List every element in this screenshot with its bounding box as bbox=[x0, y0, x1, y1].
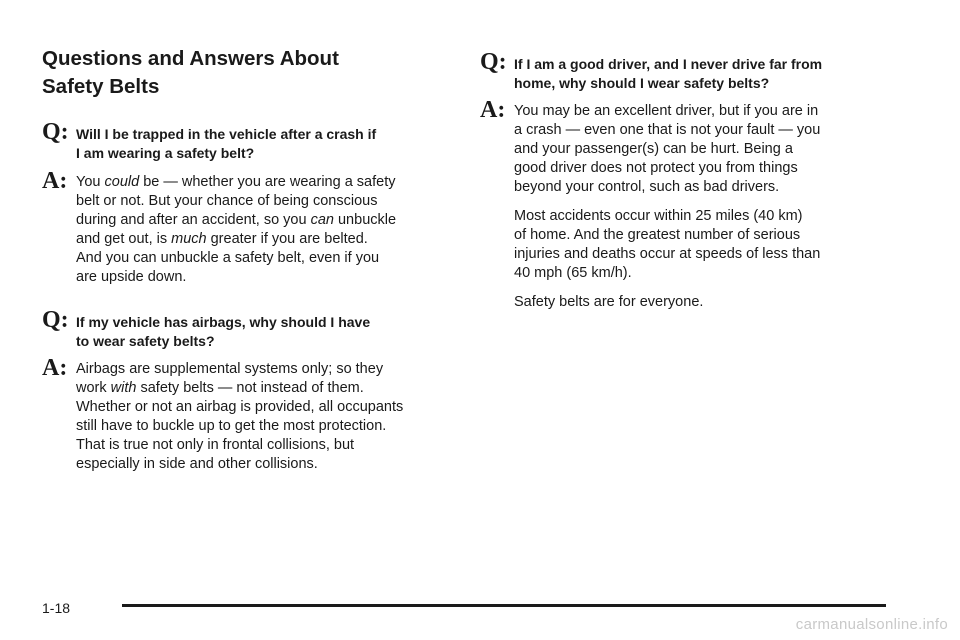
answer-label: A: bbox=[480, 97, 506, 123]
answer-paragraph-2 bbox=[514, 207, 894, 283]
question-line: If my vehicle has airbags, why should I have bbox=[76, 314, 371, 330]
question-line: Will I be trapped in the vehicle after a crash if bbox=[76, 126, 377, 142]
answer-line: Safety belts are for everyone. bbox=[514, 294, 704, 310]
answer-line: work with safety belts — not instead of them. bbox=[76, 380, 364, 396]
answer-paragraph-3 bbox=[514, 293, 894, 312]
question-text bbox=[514, 55, 894, 93]
answer-line: Whether or not an airbag is provided, all occupants bbox=[76, 399, 404, 415]
answer-text bbox=[76, 360, 456, 474]
title-line-1: Questions and Answers About bbox=[42, 47, 339, 70]
answer-line: You could be — whether you are wearing a safety bbox=[76, 174, 396, 190]
question-line: to wear safety belts? bbox=[76, 333, 215, 349]
answer-line: injuries and deaths occur at speeds of less than bbox=[514, 246, 821, 262]
footer-rule bbox=[122, 604, 886, 607]
answer-line: of home. And the greatest number of serious bbox=[514, 227, 801, 243]
answer-line: That is true not only in frontal collisions, but bbox=[76, 437, 355, 453]
answer-line: still have to buckle up to get the most protection. bbox=[76, 418, 387, 434]
answer-line: You may be an excellent driver, but if you are in bbox=[514, 103, 819, 119]
answer-line: Airbags are supplemental systems only; so they bbox=[76, 361, 384, 377]
answer-line: during and after an accident, so you can unbuckle bbox=[76, 212, 397, 228]
answer-line: beyond your control, such as bad drivers. bbox=[514, 179, 780, 195]
question-text bbox=[76, 125, 456, 163]
question-label: Q: bbox=[480, 49, 507, 75]
answer-line: And you can unbuckle a safety belt, even if you bbox=[76, 250, 380, 266]
answer-line: Most accidents occur within 25 miles (40 km) bbox=[514, 208, 803, 224]
answer-line: and your passenger(s) can be hurt. Being a bbox=[514, 141, 793, 157]
question-line: home, why should I wear safety belts? bbox=[514, 75, 770, 91]
page-number: 1-18 bbox=[42, 600, 71, 616]
question-line: I am wearing a safety belt? bbox=[76, 145, 255, 161]
answer-line: 40 mph (65 km/h). bbox=[514, 265, 632, 281]
answer-text bbox=[76, 173, 456, 287]
page-title bbox=[42, 45, 339, 101]
question-label: Q: bbox=[42, 119, 69, 145]
question-line: If I am a good driver, and I never drive far from bbox=[514, 56, 823, 72]
question-label: Q: bbox=[42, 307, 69, 333]
answer-line: belt or not. But your chance of being conscious bbox=[76, 193, 378, 209]
answer-line: a crash — even one that is not your fault — you bbox=[514, 122, 821, 138]
answer-line: especially in side and other collisions. bbox=[76, 456, 318, 472]
title-line-2: Safety Belts bbox=[42, 75, 160, 98]
watermark: carmanualsonline.info bbox=[795, 616, 948, 633]
answer-line: are upside down. bbox=[76, 269, 187, 285]
answer-line: and get out, is much greater if you are belted. bbox=[76, 231, 368, 247]
question-text bbox=[76, 313, 456, 351]
answer-line: good driver does not protect you from things bbox=[514, 160, 798, 176]
answer-label: A: bbox=[42, 168, 68, 194]
answer-text bbox=[514, 102, 894, 322]
answer-label: A: bbox=[42, 355, 68, 381]
answer-paragraph-1 bbox=[514, 102, 894, 197]
